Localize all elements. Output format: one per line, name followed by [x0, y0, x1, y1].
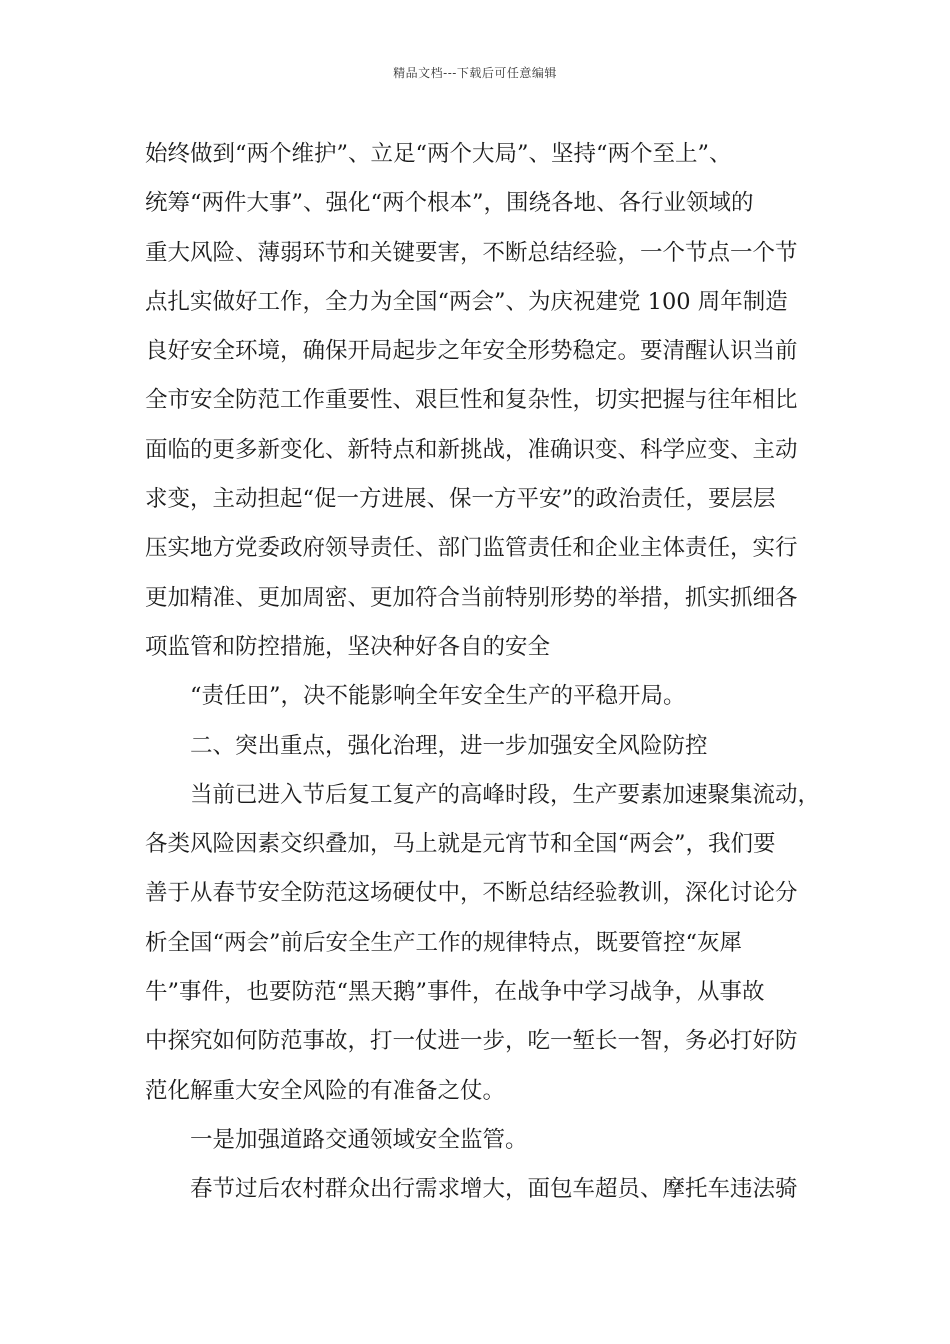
page-header: 精品文档---下载后可任意编辑 — [393, 66, 557, 80]
text-line: 善于从春节安全防范这场硬仗中，不断总结经验教训，深化讨论分 — [145, 880, 798, 907]
text-line: 当前已进入节后复工复产的高峰时段，生产要素加速聚集流动， — [190, 781, 821, 808]
text-line: 各类风险因素交织叠加，马上就是元宵节和全国“两会”，我们要 — [145, 831, 776, 858]
text-line: 范化解重大安全风险的有准备之仗。 — [145, 1077, 506, 1104]
subsection-heading: 一是加强道路交通领域安全监管。 — [190, 1126, 528, 1153]
text-line: 始终做到“两个维护”、立足“两个大局”、坚持“两个至上”、 — [145, 141, 732, 167]
text-line: 春节过后农村群众出行需求增大，面包车超员、摩托车违法骑 — [190, 1176, 798, 1203]
text-line: 更加精准、更加周密、更加符合当前特别形势的举措，抓实抓细各 — [145, 584, 798, 611]
text-line: 牛”事件，也要防范“黑天鹅”事件，在战争中学习战争，从事故 — [145, 979, 765, 1006]
text-line: “责任田”，决不能影响全年安全生产的平稳开局。 — [190, 683, 686, 710]
text-line: 压实地方党委政府领导责任、部门监管责任和企业主体责任，实行 — [145, 535, 798, 562]
text-line: 统筹“两件大事”、强化“两个根本”，围绕各地、各行业领域的 — [145, 190, 754, 217]
text-line: 求变，主动担起“促一方进展、保一方平安”的政治责任，要层层 — [145, 486, 776, 513]
text-line: 析全国“两会”前后安全生产工作的规律特点，既要管控“灰犀 — [145, 929, 743, 956]
text-line: 全市安全防范工作重要性、艰巨性和复杂性，切实把握与往年相比 — [145, 387, 798, 414]
text-line: 良好安全环境，确保开局起步之年安全形势稳定。要清醒认识当前 — [145, 338, 798, 365]
text-line: 面临的更多新变化、新特点和新挑战，准确识变、科学应变、主动 — [145, 436, 798, 463]
text-line: 重大风险、薄弱环节和关键要害，不断总结经验，一个节点一个节 — [145, 239, 798, 266]
text-line: 项监管和防控措施，坚决种好各自的安全 — [145, 633, 551, 660]
section-heading: 二、突出重点，强化治理，进一步加强安全风险防控 — [190, 732, 708, 759]
text-line: 点扎实做好工作，全力为全国“两会”、为庆祝建党 100 周年制造 — [145, 288, 788, 315]
document-body — [145, 130, 835, 1215]
text-line: 中探究如何防范事故，打一仗进一步，吃一堑长一智，务必打好防 — [145, 1028, 798, 1055]
